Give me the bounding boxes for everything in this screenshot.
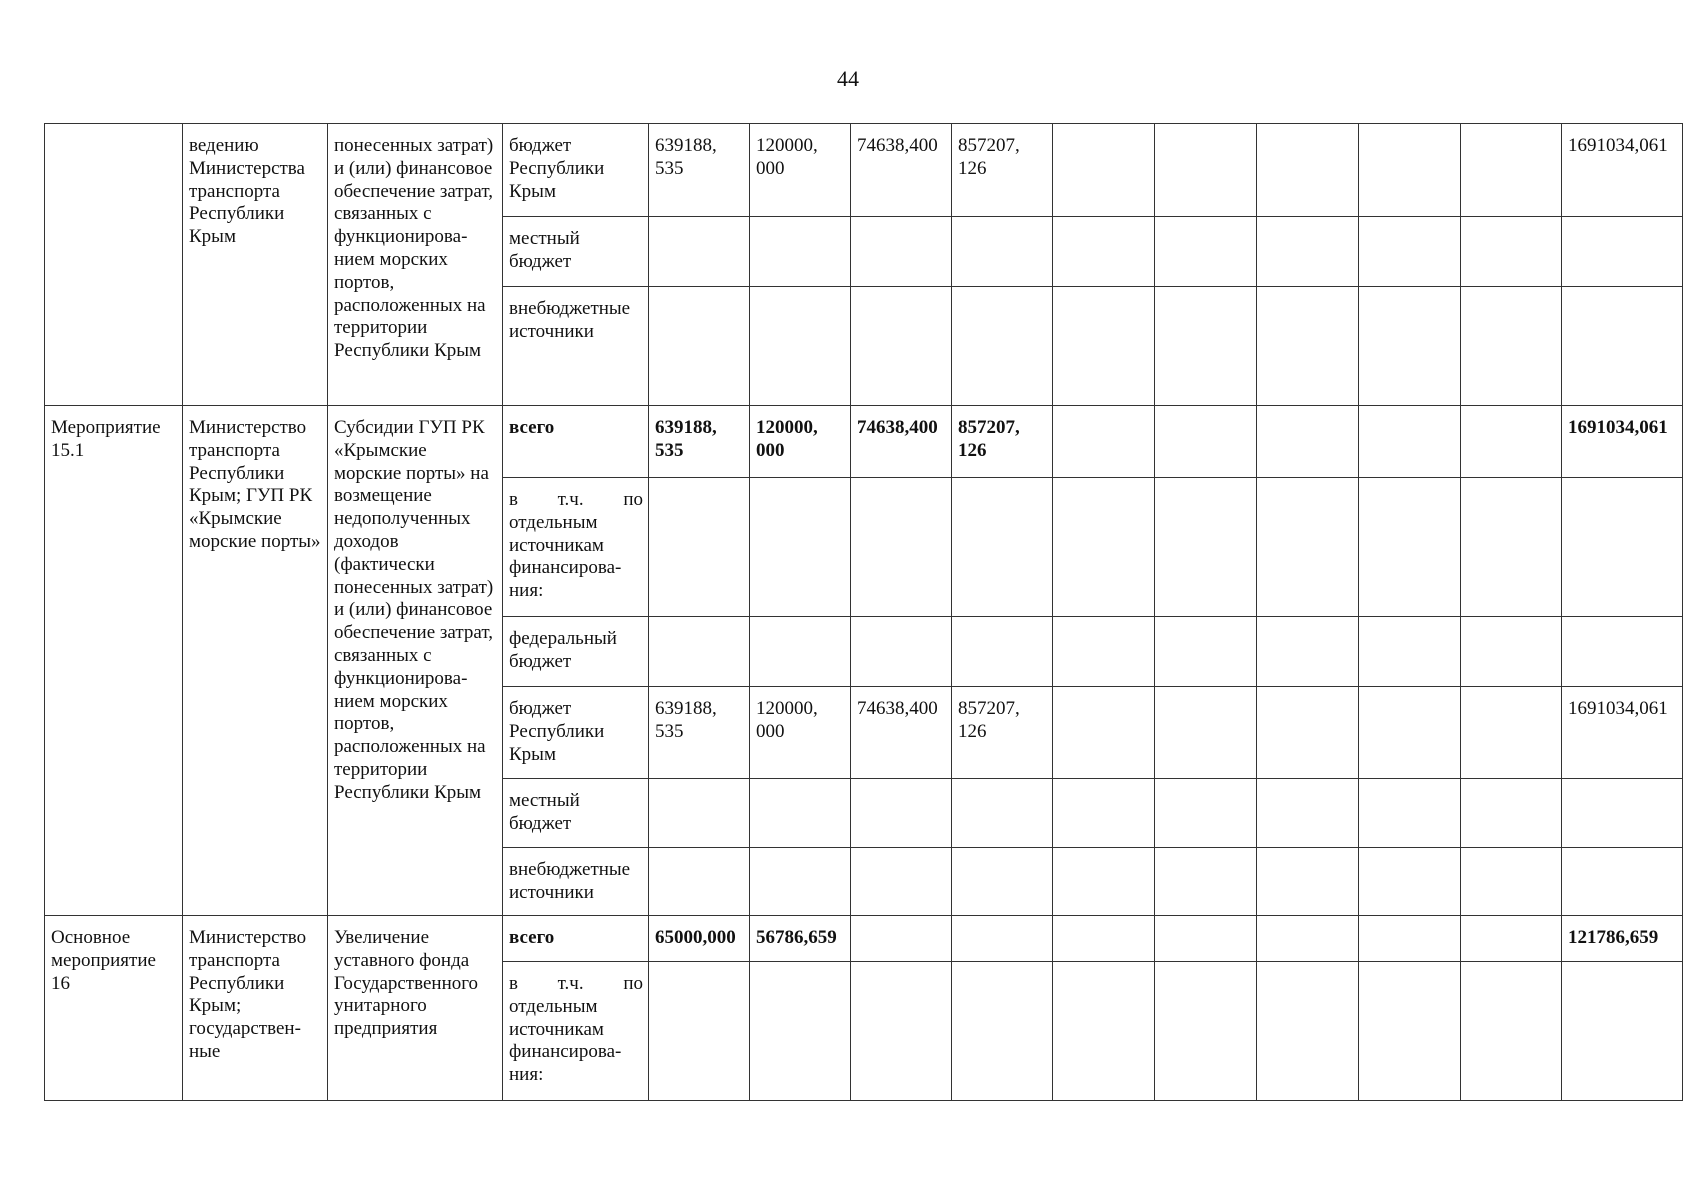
empty-cell xyxy=(1257,916,1359,962)
measure-cell: Мероприятие 15.1 xyxy=(45,406,183,916)
empty-cell xyxy=(1053,478,1155,617)
value-cell xyxy=(750,848,851,916)
empty-cell xyxy=(1359,848,1461,916)
empty-cell xyxy=(1053,848,1155,916)
empty-cell xyxy=(1053,406,1155,478)
value-cell xyxy=(952,478,1053,617)
empty-cell xyxy=(1359,779,1461,848)
financing-table xyxy=(44,123,1683,1101)
value-cell xyxy=(750,617,851,687)
empty-cell xyxy=(1155,779,1257,848)
value-cell xyxy=(952,848,1053,916)
value-cell: 74638,400 xyxy=(851,687,952,779)
table-row xyxy=(45,124,1683,217)
source-label: в т.ч. по отдельным источникам финансирова-ния: xyxy=(503,478,649,617)
empty-cell xyxy=(1461,478,1562,617)
value-cell xyxy=(750,287,851,406)
value-cell: 639188, 535 xyxy=(649,687,750,779)
source-label: внебюджетные источники xyxy=(503,848,649,916)
value-cell: 74638,400 xyxy=(851,406,952,478)
empty-cell xyxy=(1257,406,1359,478)
empty-cell xyxy=(1257,124,1359,217)
value-cell xyxy=(851,217,952,287)
empty-cell xyxy=(1359,217,1461,287)
empty-cell xyxy=(1461,124,1562,217)
empty-cell xyxy=(1461,217,1562,287)
empty-cell xyxy=(1155,478,1257,617)
value-cell xyxy=(649,848,750,916)
value-cell: 65000,000 xyxy=(649,916,750,962)
empty-cell xyxy=(1257,217,1359,287)
empty-cell xyxy=(1461,962,1562,1101)
empty-cell xyxy=(1359,478,1461,617)
total-cell xyxy=(1562,962,1683,1101)
executor-cell: ведению Министерства транспорта Республики Крым xyxy=(183,124,328,406)
value-cell xyxy=(952,287,1053,406)
value-cell: 639188, 535 xyxy=(649,406,750,478)
value-cell: 857207, 126 xyxy=(952,687,1053,779)
total-cell: 1691034,061 xyxy=(1562,687,1683,779)
total-cell xyxy=(1562,848,1683,916)
value-cell xyxy=(851,287,952,406)
empty-cell xyxy=(1155,687,1257,779)
total-cell: 1691034,061 xyxy=(1562,124,1683,217)
value-cell: 120000, 000 xyxy=(750,406,851,478)
value-cell xyxy=(851,916,952,962)
source-label: внебюджетные источники xyxy=(503,287,649,406)
value-cell xyxy=(649,287,750,406)
empty-cell xyxy=(1155,406,1257,478)
empty-cell xyxy=(1461,287,1562,406)
table-row xyxy=(45,406,1683,478)
empty-cell xyxy=(1359,687,1461,779)
empty-cell xyxy=(1053,124,1155,217)
empty-cell xyxy=(1461,848,1562,916)
value-cell: 74638,400 xyxy=(851,124,952,217)
total-cell: 1691034,061 xyxy=(1562,406,1683,478)
total-cell: 121786,659 xyxy=(1562,916,1683,962)
value-cell: 639188, 535 xyxy=(649,124,750,217)
empty-cell xyxy=(1461,406,1562,478)
empty-cell xyxy=(1257,779,1359,848)
total-cell xyxy=(1562,779,1683,848)
empty-cell xyxy=(1359,124,1461,217)
value-cell xyxy=(649,779,750,848)
value-cell xyxy=(851,962,952,1101)
value-cell xyxy=(649,962,750,1101)
value-cell xyxy=(952,217,1053,287)
empty-cell xyxy=(1257,848,1359,916)
empty-cell xyxy=(1155,916,1257,962)
measure-cell: Основное мероприятие 16 xyxy=(45,916,183,1101)
value-cell xyxy=(952,962,1053,1101)
value-cell xyxy=(750,779,851,848)
value-cell xyxy=(851,617,952,687)
value-cell xyxy=(649,617,750,687)
value-cell xyxy=(750,217,851,287)
value-cell xyxy=(952,779,1053,848)
empty-cell xyxy=(1461,687,1562,779)
value-cell xyxy=(649,478,750,617)
value-cell xyxy=(952,617,1053,687)
empty-cell xyxy=(1053,779,1155,848)
value-cell: 120000, 000 xyxy=(750,124,851,217)
value-cell xyxy=(952,916,1053,962)
source-label: федеральный бюджет xyxy=(503,617,649,687)
empty-cell xyxy=(1053,687,1155,779)
empty-cell xyxy=(1359,406,1461,478)
measure-cell xyxy=(45,124,183,406)
description-cell: Субсидии ГУП РК «Крымские морские порты» на возмещение недополученных доходов (фактически понесенных затрат) и (или) финансовое обеспечение затрат, связанных с функционирова-нием морских портов, расположенных на территории Республики Крым xyxy=(328,406,503,916)
description-cell: понесенных затрат) и (или) финансовое обеспечение затрат, связанных с функционирова-нием морских портов, расположенных на территории Республики Крым xyxy=(328,124,503,406)
executor-cell: Министерство транспорта Республики Крым; ГУП РК «Крымские морские порты» xyxy=(183,406,328,916)
empty-cell xyxy=(1053,287,1155,406)
source-label: всего xyxy=(503,406,649,478)
value-cell: 857207, 126 xyxy=(952,124,1053,217)
empty-cell xyxy=(1155,962,1257,1101)
empty-cell xyxy=(1359,287,1461,406)
page-number: 44 xyxy=(837,66,859,91)
total-cell xyxy=(1562,217,1683,287)
total-cell xyxy=(1562,287,1683,406)
empty-cell xyxy=(1155,617,1257,687)
empty-cell xyxy=(1257,617,1359,687)
value-cell: 857207, 126 xyxy=(952,406,1053,478)
value-cell xyxy=(649,217,750,287)
source-label: в т.ч. по отдельным источникам финансирова-ния: xyxy=(503,962,649,1101)
empty-cell xyxy=(1359,962,1461,1101)
empty-cell xyxy=(1461,617,1562,687)
empty-cell xyxy=(1257,962,1359,1101)
value-cell xyxy=(851,478,952,617)
source-label: бюджет Республики Крым xyxy=(503,687,649,779)
empty-cell xyxy=(1053,962,1155,1101)
description-cell: Увеличение уставного фонда Государственного унитарного предприятия xyxy=(328,916,503,1101)
value-cell xyxy=(851,848,952,916)
empty-cell xyxy=(1257,478,1359,617)
empty-cell xyxy=(1257,287,1359,406)
empty-cell xyxy=(1257,687,1359,779)
empty-cell xyxy=(1155,848,1257,916)
value-cell xyxy=(851,779,952,848)
empty-cell xyxy=(1053,916,1155,962)
empty-cell xyxy=(1155,217,1257,287)
source-label: бюджет Республики Крым xyxy=(503,124,649,217)
empty-cell xyxy=(1461,916,1562,962)
empty-cell xyxy=(1461,779,1562,848)
value-cell: 120000, 000 xyxy=(750,687,851,779)
empty-cell xyxy=(1359,916,1461,962)
table-row xyxy=(45,916,1683,962)
empty-cell xyxy=(1359,617,1461,687)
value-cell xyxy=(750,962,851,1101)
executor-cell: Министерство транспорта Республики Крым; государствен-ные xyxy=(183,916,328,1101)
source-label: местный бюджет xyxy=(503,217,649,287)
source-label: всего xyxy=(503,916,649,962)
empty-cell xyxy=(1053,217,1155,287)
total-cell xyxy=(1562,478,1683,617)
value-cell: 56786,659 xyxy=(750,916,851,962)
total-cell xyxy=(1562,617,1683,687)
value-cell xyxy=(750,478,851,617)
source-label: местный бюджет xyxy=(503,779,649,848)
empty-cell xyxy=(1155,124,1257,217)
empty-cell xyxy=(1155,287,1257,406)
empty-cell xyxy=(1053,617,1155,687)
